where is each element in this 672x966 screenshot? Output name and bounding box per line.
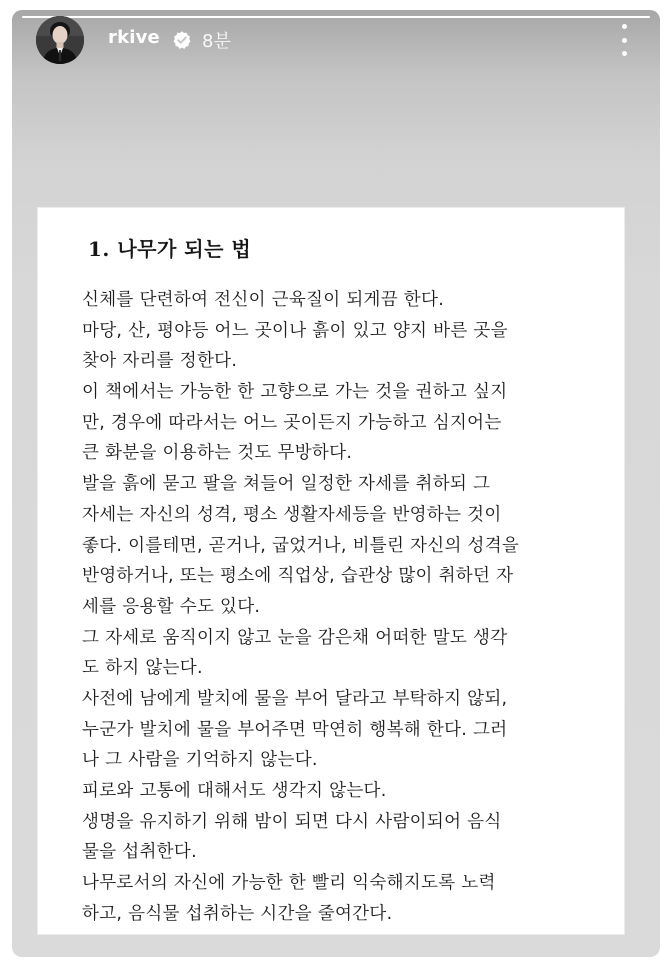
avatar[interactable] xyxy=(36,16,84,64)
page-body-text xyxy=(82,285,602,929)
page-line: 발을 흙에 묻고 팔을 쳐들어 일정한 자세를 취하되 그 xyxy=(82,474,491,495)
page-line: 생명을 유지하기 위해 밤이 되면 다시 사람이되어 음식 xyxy=(82,811,502,832)
page-line: 누군가 발치에 물을 부어주면 막연히 행복해 한다. 그러 xyxy=(82,719,508,740)
page-line: 만, 경우에 따라서는 어느 곳이든지 가능하고 심지어는 xyxy=(82,412,502,433)
verified-badge-icon xyxy=(172,30,192,50)
page-line: 세를 응용할 수도 있다. xyxy=(82,596,261,617)
page-line: 물을 섭취한다. xyxy=(82,842,197,863)
story-progress-bar xyxy=(22,16,650,18)
page-line: 도 하지 않는다. xyxy=(82,658,203,679)
page-line: 자세는 자신의 성격, 평소 생활자세등을 반영하는 것이 xyxy=(82,504,502,525)
page-line: 나 그 사람을 기억하지 않는다. xyxy=(82,750,318,771)
page-line: 그 자세로 움직이지 않고 눈을 감은채 어떠한 말도 생각 xyxy=(82,627,508,648)
more-options-icon[interactable] xyxy=(614,24,634,56)
page-line: 큰 화분을 이용하는 것도 무방하다. xyxy=(82,443,353,464)
page-line: 하고, 음식물 섭취하는 시간을 줄여간다. xyxy=(82,903,393,924)
page-line: 나무로서의 자신에 가능한 한 빨리 익숙해지도록 노력 xyxy=(82,873,496,894)
page-line: 이 책에서는 가능한 한 고향으로 가는 것을 권하고 싶지 xyxy=(82,382,508,403)
story-viewer[interactable] xyxy=(12,10,660,957)
page-title: 1. 나무가 되는 법 xyxy=(88,237,252,261)
timestamp: 8분 xyxy=(202,31,231,52)
username[interactable]: rkive xyxy=(108,27,160,48)
page-line: 찾아 자리를 정한다. xyxy=(82,351,238,372)
more-dot xyxy=(622,51,627,56)
more-dot xyxy=(622,24,627,29)
story-progress-fill xyxy=(22,16,650,18)
page-line: 좋다. 이를테면, 곧거나, 굽었거나, 비틀린 자신의 성격을 xyxy=(82,535,520,556)
more-dot xyxy=(622,38,627,43)
page-line: 반영하거나, 또는 평소에 직업상, 습관상 많이 취하던 자 xyxy=(82,566,514,587)
page-line: 마당, 산, 평야등 어느 곳이나 흙이 있고 양지 바른 곳을 xyxy=(82,320,508,341)
profile-photo-icon xyxy=(36,16,84,64)
page-line: 피로와 고통에 대해서도 생각지 않는다. xyxy=(82,781,387,801)
book-page-photo xyxy=(38,208,624,934)
page-line: 사전에 남에게 발치에 물을 부어 달라고 부탁하지 않되, xyxy=(82,688,508,709)
page-line: 신체를 단련하여 전신이 근육질이 되게끔 한다. xyxy=(82,290,445,310)
